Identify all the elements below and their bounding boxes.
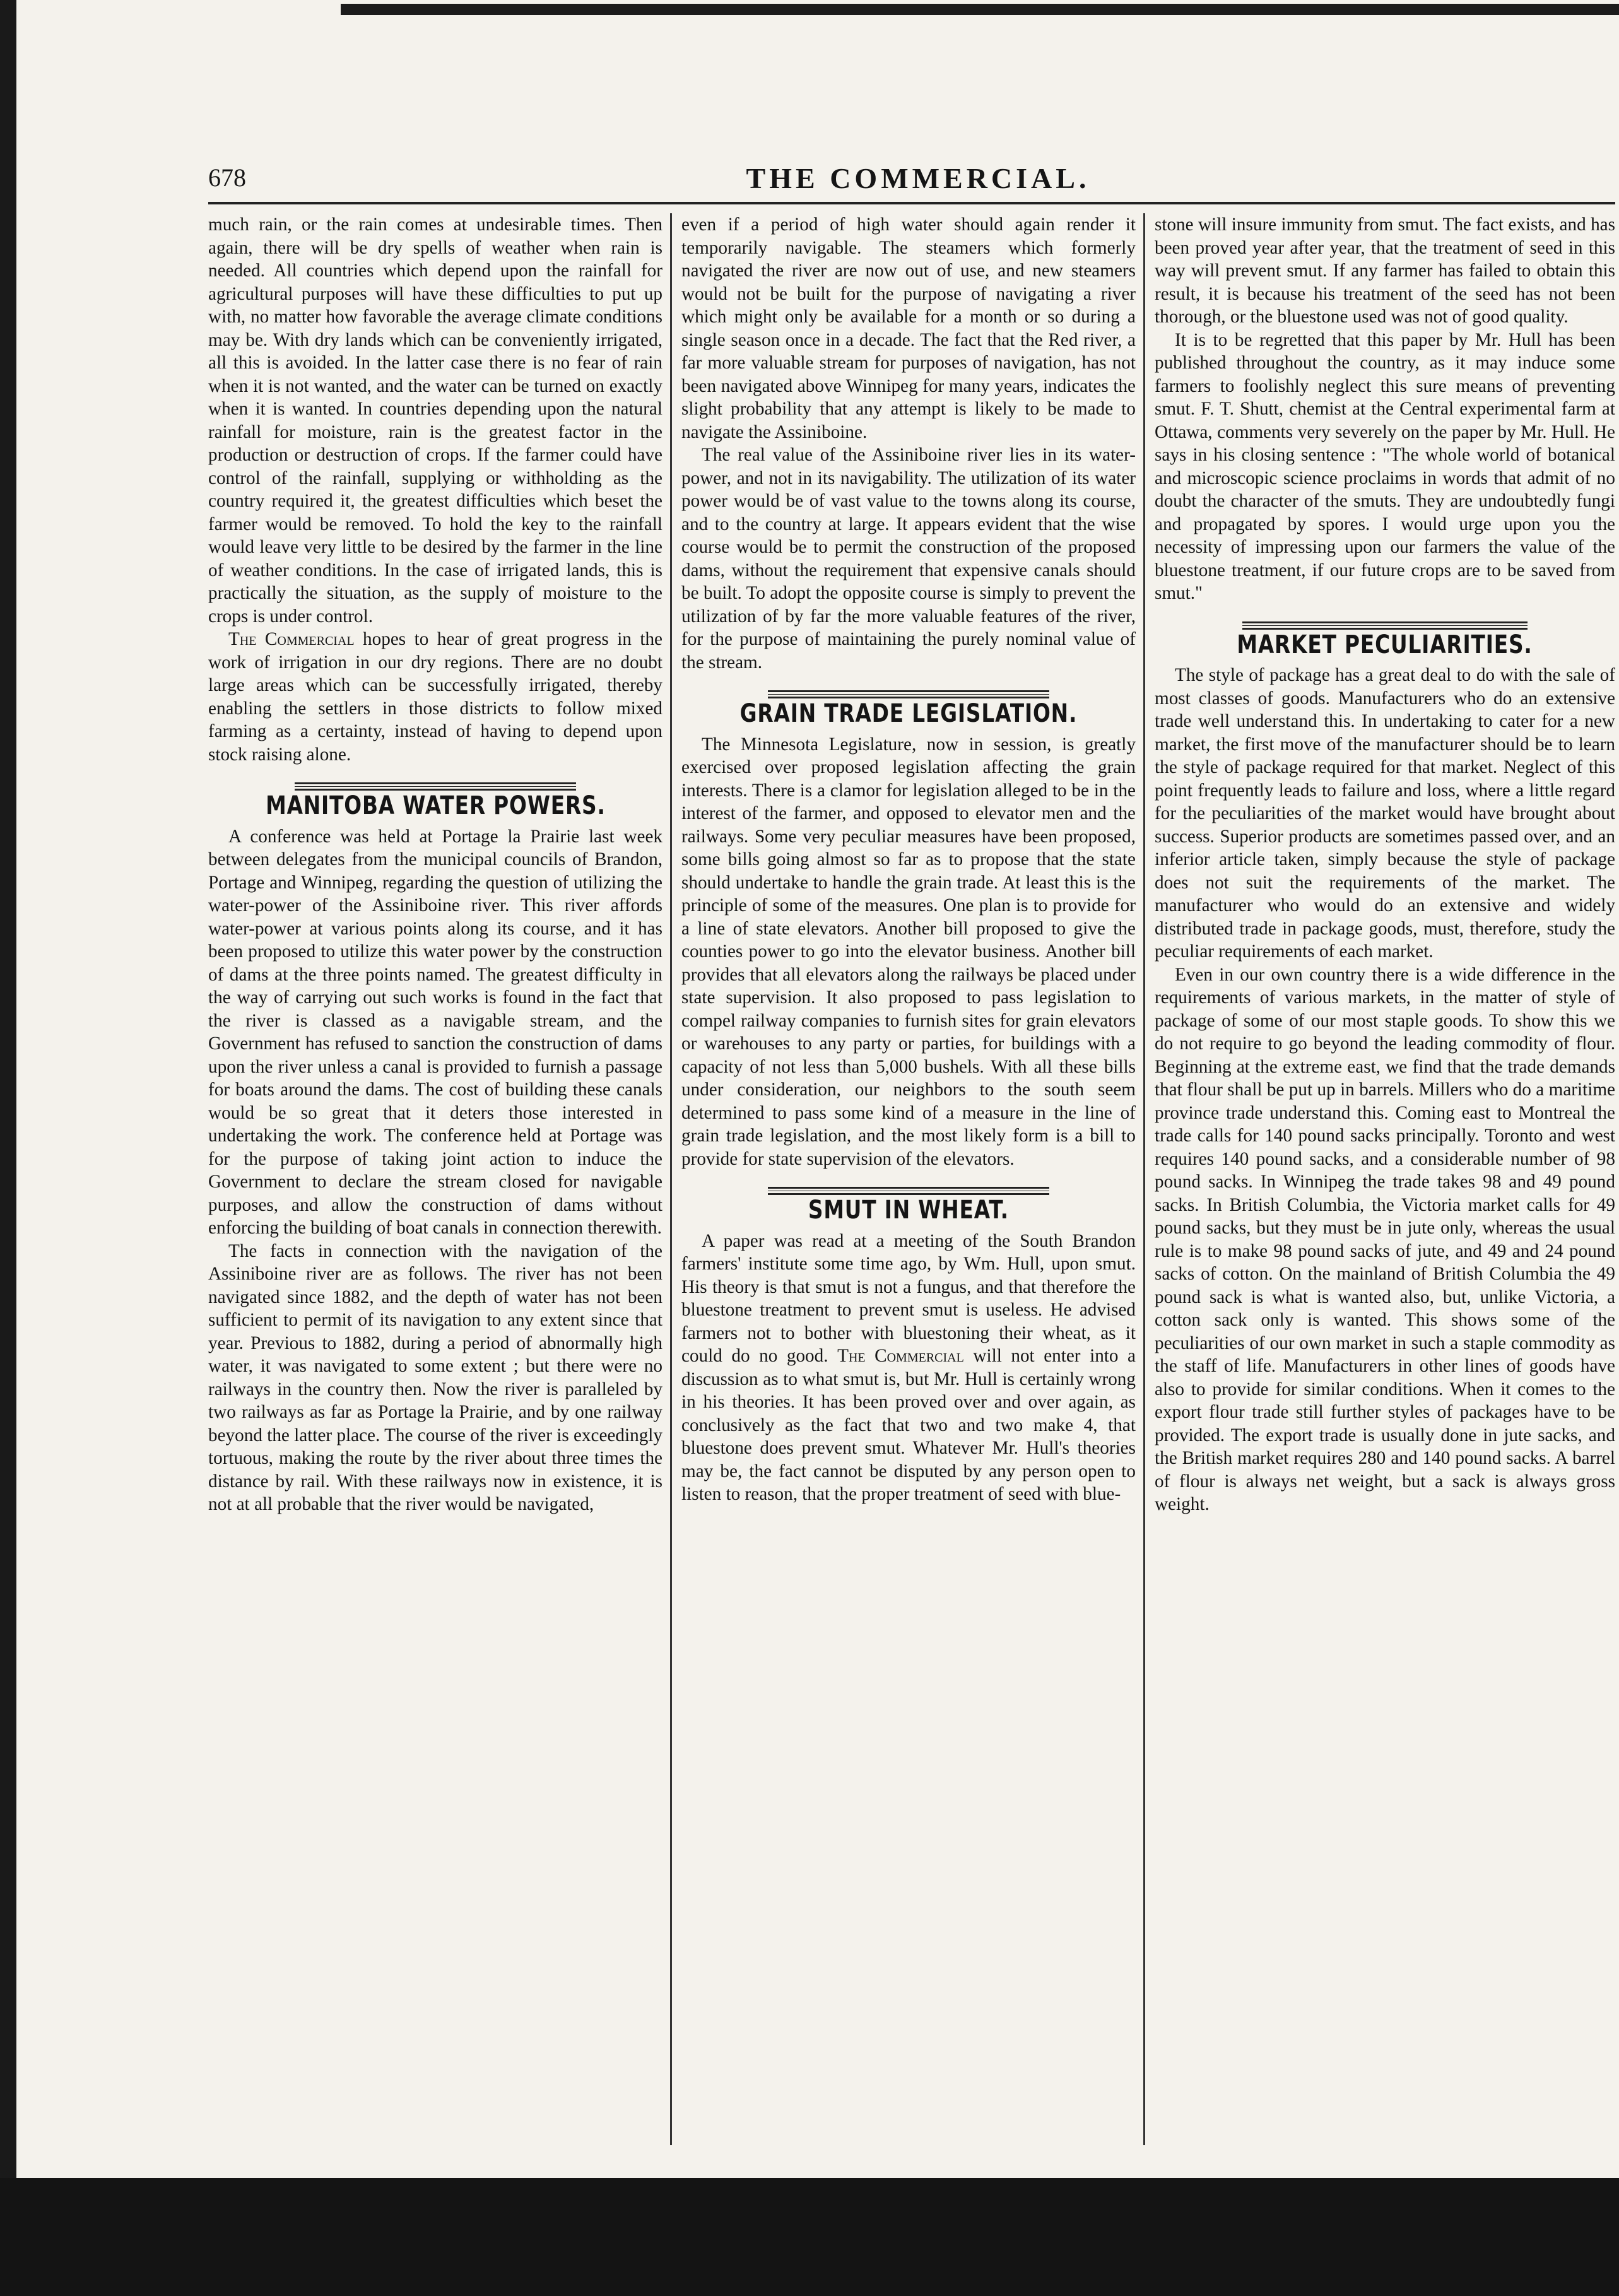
heading-rules xyxy=(295,782,576,791)
heading-text: MARKET PECULIARITIES. xyxy=(1237,630,1533,659)
paragraph xyxy=(208,628,662,766)
paragraph: stone will insure immunity from smut. The fact exists, and has been proved year after year, that the treatment of seed in this way will prevent smut. If any farmer has failed to obtain this result, it is because his treatment of the seed has not been thorough, or the bluestone used was not of good quality. xyxy=(1155,215,1615,327)
paragraph: The real value of the Assiniboine river lies in its water-power, and not in its navigability. The utilization of its water power would be of vast value to the towns along its course, and to the country at large. It appears evident that the wise course would be to permit the construction of the proposed dams, without the requirement that expensive canals should be built. To adopt the opposite course is simply to prevent the utilization of by far the more valuable features of the river, for the purpose of maintaining the purely nominal value of the stream. xyxy=(681,445,1136,673)
heading-text: SMUT IN WHEAT. xyxy=(808,1196,1009,1225)
paragraph-text: A paper was read at a meeting of the South Brandon farmers' institute some time ago, by Wm. Hull, upon smut. His theory is that smut is not a fungus, and that therefore the bluestone treatment to prevent smut is useless. He advised farmers not to bother with bluestoning their wheat, as it could do no good. xyxy=(681,1230,1136,1366)
top-border xyxy=(341,4,1619,15)
column-2 xyxy=(681,213,1136,1506)
column-divider xyxy=(670,213,672,2145)
scan-edge-bottom xyxy=(0,2178,1619,2296)
page-header xyxy=(208,163,1615,201)
column-1 xyxy=(208,213,662,1516)
paragraph: even if a period of high water should again render it temporarily navigable. The steamers which formerly navigated the river are now out of use, and new steamers would not be built for the purpose of navigating a river which might only be available for a month or so during a single season once in a decade. The fact that the Red river, a far more valuable stream for purposes of navigation, has not been navigated above Winnipeg for many years, indicates the slight probability that any attempt is likely to be made to navigate the Assiniboine. xyxy=(681,215,1136,442)
heading-text: GRAIN TRADE LEGISLATION. xyxy=(739,699,1078,728)
heading-text: MANITOBA WATER POWERS. xyxy=(265,791,606,820)
heading-rules xyxy=(768,1187,1049,1195)
paragraph xyxy=(681,1230,1136,1506)
paragraph: A conference was held at Portage la Prairie last week between delegates from the municipal councils of Brandon, Portage and Winnipeg, regarding the question of utilizing the water-power of the Assiniboine river. This river affords water-power at various points along its course, and it has been proposed to utilize this water power by the construction of dams at the three points named. The greatest difficulty in the way of carrying out such works is found in the fact that the river is classed as a navigable stream, and the Government has refused to sanction the construction of dams upon the river unless a canal is provided to furnish a passage for boats around the dams. The cost of building these canals would be so great that it deters those interested in undertaking the work. The conference held at Portage was for the purpose of taking joint action to induce the Government to declare the stream closed for navigable purposes, and allow the construction of dams without enforcing the building of boat canals in connection therewith. xyxy=(208,826,662,1238)
paragraph-text: hopes to hear of great progress in the work of irrigation in our dry regions. There are no doubt large areas which can be successfully irrigated, thereby enabling the settlers in those districts to follow mixed farming as a certainty, instead of having to depend upon stock raising alone. xyxy=(208,629,663,765)
paragraph: The style of package has a great deal to do with the sale of most classes of goods. Manufacturers who do an extensive trade well understand this. In undertaking to cater for a new market, the first move of the manufacturer should be to learn the style of package required for that market. Neglect of this point frequently leads to failure and loss, where a little regard for the peculiarities of the market would have brought about success. Superior products are sometimes passed over, and an inferior article taken, simply because the style of package does not suit the requirements of the market. The manufacturer who would do an extensive and widely distributed trade in package goods, must, therefore, study the peculiar requirements of each market. xyxy=(1155,665,1615,962)
page-number: 678 xyxy=(208,163,246,192)
publication-name: The Commercial xyxy=(837,1346,964,1366)
paragraph-text: will not enter into a discussion as to what smut is, but Mr. Hull is certainly wrong in his theories. It has been proved over and over again, as conclusively as the fact that two and two make 4, that bluestone does prevent smut. Whatever Mr. Hull's theories may be, the fact cannot be disputed by any person open to listen to reason, that the proper treatment of seed with blue- xyxy=(681,1346,1136,1504)
paragraph: It is to be regretted that this paper by Mr. Hull has been published throughout the country, as it may induce some farmers to foolishly neglect this sure means of preventing smut. F. T. Shutt, chemist at the Central experimental farm at Ottawa, comments very severely on the paper by Mr. Hull. He says in his closing sentence : "The whole world of botanical and microscopic science proclaims in words that admit of no doubt the character of the smuts. They are undoubtedly fungi and propagated by spores. I would urge upon you the necessity of impressing upon our farmers the value of the bluestone treatment, if our future crops are to be saved from smut." xyxy=(1155,329,1615,603)
paragraph: The Minnesota Legislature, now in session, is greatly exercised over proposed legislation affecting the grain interests. There is a clamor for legislation alleged to be in the interest of the farmer, and opposed to elevator men and the railways. Some very peculiar measures have been proposed, some bills going almost so far as to propose that the state should undertake to handle the grain trade. At least this is the principle of some of the measures. One plan is to provide for a line of state elevators. Another bill proposed to give the counties power to go into the elevator business. Another bill provides that all elevators along the railways be placed under state supervision. It also proposed to pass legislation to compel railway companies to furnish sites for grain elevators or warehouses to any party or parties, for buildings with a capacity of not less than 5,000 bushels. With all these bills under consideration, our neighbors to the south seem determined to pass some kind of a measure in the line of grain trade legislation, and the most likely form is a bill to provide for state supervision of the elevators. xyxy=(681,734,1136,1169)
article-heading xyxy=(681,1187,1136,1225)
scan-edge-left xyxy=(0,0,16,2296)
column-3 xyxy=(1155,213,1615,1516)
article-heading xyxy=(681,690,1136,728)
header-rule xyxy=(208,202,1615,204)
paragraph: much rain, or the rain comes at undesirable times. Then again, there will be dry spells of weather when rain is needed. All countries which depend upon the rainfall for agricultural purposes will have these difficulties to put up with, no matter how favorable the average climate conditions may be. With dry lands which can be conveniently irrigated, all this is avoided. In the latter case there is no fear of rain when it is not wanted, and the water can be turned on exactly when it is wanted. In countries depending upon the natural rainfall for moisture, rain is the greatest factor in the production or destruction of crops. If the farmer could have control of the rainfall, supplying or withholding as the country required it, the greatest difficulties which beset the farmer would be removed. To hold the key to the rainfall would leave very little to be desired by the farmer in the line of weather conditions. In the case of irrigated lands, this is practically the situation, as the supply of moisture to the crops is under control. xyxy=(208,215,662,627)
article-heading xyxy=(1155,621,1615,659)
paragraph: Even in our own country there is a wide difference in the requirements of various markets, in the matter of style of package of some of our most staple goods. To show this we do not require to go beyond the leading commodity of flour. Beginning at the extreme east, we find that the trade demands that flour shall be put up in barrels. Millers who do a maritime province trade understand this. Coming east to Montreal the trade calls for 140 pound sacks principally. Toronto and west requires 140 pound sacks, and a considerable number of 98 pound sacks. In Winnipeg the trade takes 98 and 49 pound sacks. In British Columbia, the Victoria market calls for 49 pound sacks, but they must be in jute only, whereas the usual rule is to make 98 pound sacks of jute, and 49 and 24 pound sacks of cotton. On the mainland of British Columbia the 49 pound sack is what is wanted also, but, unlike Victoria, a cotton sack only is wanted. This shows some of the peculiarities of our own market in such a staple commodity as the staff of life. Manufacturers in other lines of goods have also to provide for similar conditions. When it comes to the export flour trade still further styles of packages have to be provided. The export trade is usually done in jute sacks, and the British market requires 280 and 140 pound sacks. A barrel of flour is always net weight, but a sack is always gross weight. xyxy=(1155,964,1615,1514)
publication-name: The Commercial xyxy=(228,629,355,649)
heading-rules xyxy=(768,690,1049,698)
column-divider xyxy=(1143,213,1145,2145)
masthead: THE COMMERCIAL. xyxy=(746,162,1090,194)
paragraph: The facts in connection with the navigation of the Assiniboine river are as follows. The river has not been navigated since 1882, and the depth of water has not been sufficient to permit of its navigation to any extent since that year. Previous to 1882, during a period of abnormally high water, it was navigated to some extent ; but there were no railways in the country then. Now the river is paralleled by two railways as far as Portage la Prairie, and by one railway beyond the latter place. The course of the river is exceedingly tortuous, making the route by the river about three times the distance by rail. With these railways now in existence, it is not at all probable that the river would be navigated, xyxy=(208,1240,662,1514)
article-heading xyxy=(208,782,662,820)
heading-rules xyxy=(1242,621,1528,630)
